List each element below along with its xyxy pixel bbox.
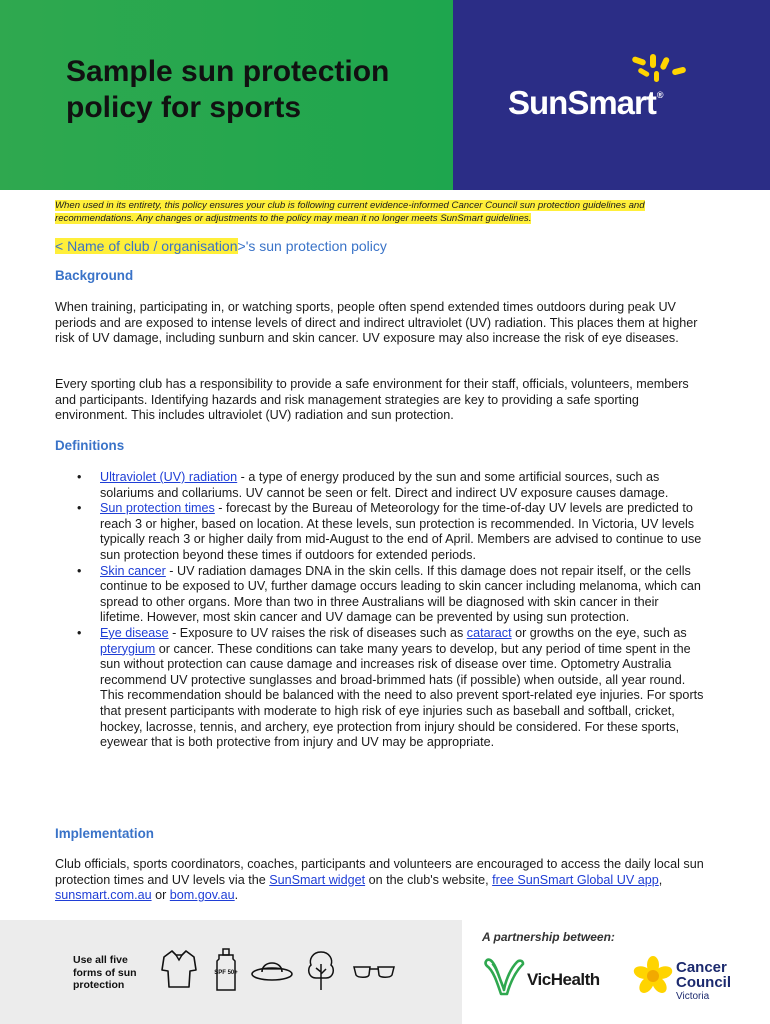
cataract-link[interactable]: cataract [466,625,512,640]
list-item [55,564,705,626]
tree-shade-icon [306,950,336,992]
definition-text: or cancer. These conditions can take many years to develop, but any period of time spent in the sun without protection can cause damage and increases risk of disease over time. Optometry Australia recommend UV protective sunglasses and broad-brimmed hats (if possible) when outside, all year round. This recommendation should be balanced with the need to also prevent sport-related eye injuries. For sports that present participants with moderate to high risk of eye injuries such as baseball and softball, cricket, hockey, lacrosse, tennis, and archery, eye protection from injury should be considered. For these sports, eyewear that is both protective from injury and UV may be appropriate. [100,641,704,750]
spf-label: SPF 50+ [214,970,238,976]
background-paragraph-1: When training, participating in, or watching sports, people often spend extended times outdoors during peak UV periods and are exposed to intense levels of direct and indirect ultraviolet (UV) radiation. This places them at higher risk of UV damage, including sunburn and skin cancer. UV exposure may also increase the risk of eye diseases. [55,300,698,346]
footer [0,920,770,1024]
policy-title-suffix: >'s sun protection policy [237,238,387,254]
vichealth-logo-icon [483,954,525,998]
bom-site-link[interactable]: bom.gov.au [169,888,235,903]
uv-radiation-link[interactable]: Ultraviolet (UV) radiation [100,470,238,484]
skin-cancer-link[interactable]: Skin cancer [100,563,166,578]
club-name-placeholder[interactable]: Name of club / organisation [67,238,238,254]
disclaimer [55,199,715,225]
bullet-icon: • [77,625,82,640]
shirt-icon [160,948,198,990]
sunglasses-icon [352,964,396,980]
policy-title [55,238,387,254]
cancer-council-text: Cancer Council [676,959,731,991]
definition-text: - Exposure to UV raises the risk of diseases such as [168,625,467,640]
sun-protection-times-link[interactable]: Sun protection times [100,501,215,516]
definition-text: or growths on the eye, such as [511,625,687,640]
pterygium-link[interactable]: pterygium [100,641,156,656]
eye-disease-link[interactable]: Eye disease [100,625,169,640]
registered-mark: ® [656,90,663,100]
background-paragraph-2: Every sporting club has a responsibility to provide a safe environment for their staff, officials, volunteers, members and participants. Identifying hazards and risk management strategies are key to providing a safe sporting environment. This includes ultraviolet (UV) radiation and sun protection. [55,377,689,423]
background-heading: Background [55,268,134,283]
partnership-label: A partnership between: [482,930,615,944]
bullet-icon: • [77,501,82,516]
disclaimer-text: When used in its entirety, this policy ensures your club is following current evidence-informed Cancer Council sun protection guidelines and recommendations. Any changes or adjustments to the policy may mean it no longer meets SunSmart guidelines. [55,200,645,224]
bullet-icon: • [77,563,82,578]
uv-app-link[interactable]: free SunSmart Global UV app [492,872,659,887]
page-title: Sample sun protection policy for sports [66,55,390,124]
policy-title-prefix: < [55,238,68,254]
list-item [55,626,705,751]
sunscreen-bottle-icon [214,948,238,992]
header-banner [0,0,770,190]
sunsmart-site-link[interactable]: sunsmart.com.au [55,888,152,903]
list-item [55,501,705,563]
vichealth-text: VicHealth [527,970,600,989]
definition-text: - UV radiation damages DNA in the skin cells. If this damage does not repair itself, or the cells continue to be exposed to UV, further damage occurs leading to skin cancer including melanoma, which can spread to other organs. More than two in three Australians will be diagnosed with skin cancer in their lifetime. However, most skin cancer and UV damage can be prevented by using sun protection. [100,563,701,625]
definitions-heading: Definitions [55,438,125,453]
sunsmart-widget-link[interactable]: SunSmart widget [269,872,366,887]
sunsmart-logo [508,54,708,124]
list-item [55,470,705,501]
implementation-heading: Implementation [55,826,154,841]
logo-text: SunSmart® [508,84,663,121]
definition-text: - forecast by the Bureau of Meteorology for the time-of-day UV levels are predicted to reach 3 or higher, based on location. At these levels, sun protection is recommended. In Victoria, UV levels typically reach 3 or higher daily from mid-August to the end of April. Members are advised to continue to use sun protection beyond these times if outdoors for extended periods. [100,501,702,562]
daffodil-icon [632,956,674,996]
definitions-list [55,470,705,751]
hat-icon [250,954,294,984]
bullet-icon: • [77,470,82,484]
forms-label: Use all five forms of sun protection [73,954,137,991]
implementation-paragraph: Club officials, sports coordinators, coaches, participants and volunteers are encouraged to access the daily local sun protection times and UV levels via the SunSmart widget on the club's website, free SunSmart Global UV app, sunsmart.com.au or bom.gov.au. [55,857,704,903]
sun-protection-forms-panel [0,920,462,1024]
definition-text: - a type of energy produced by the sun and some artificial sources, such as solariums and collariums. UV cannot be seen or felt. Direct and indirect UV exposure causes damage. [100,470,669,500]
cancer-council-victoria: Victoria [676,991,710,1002]
